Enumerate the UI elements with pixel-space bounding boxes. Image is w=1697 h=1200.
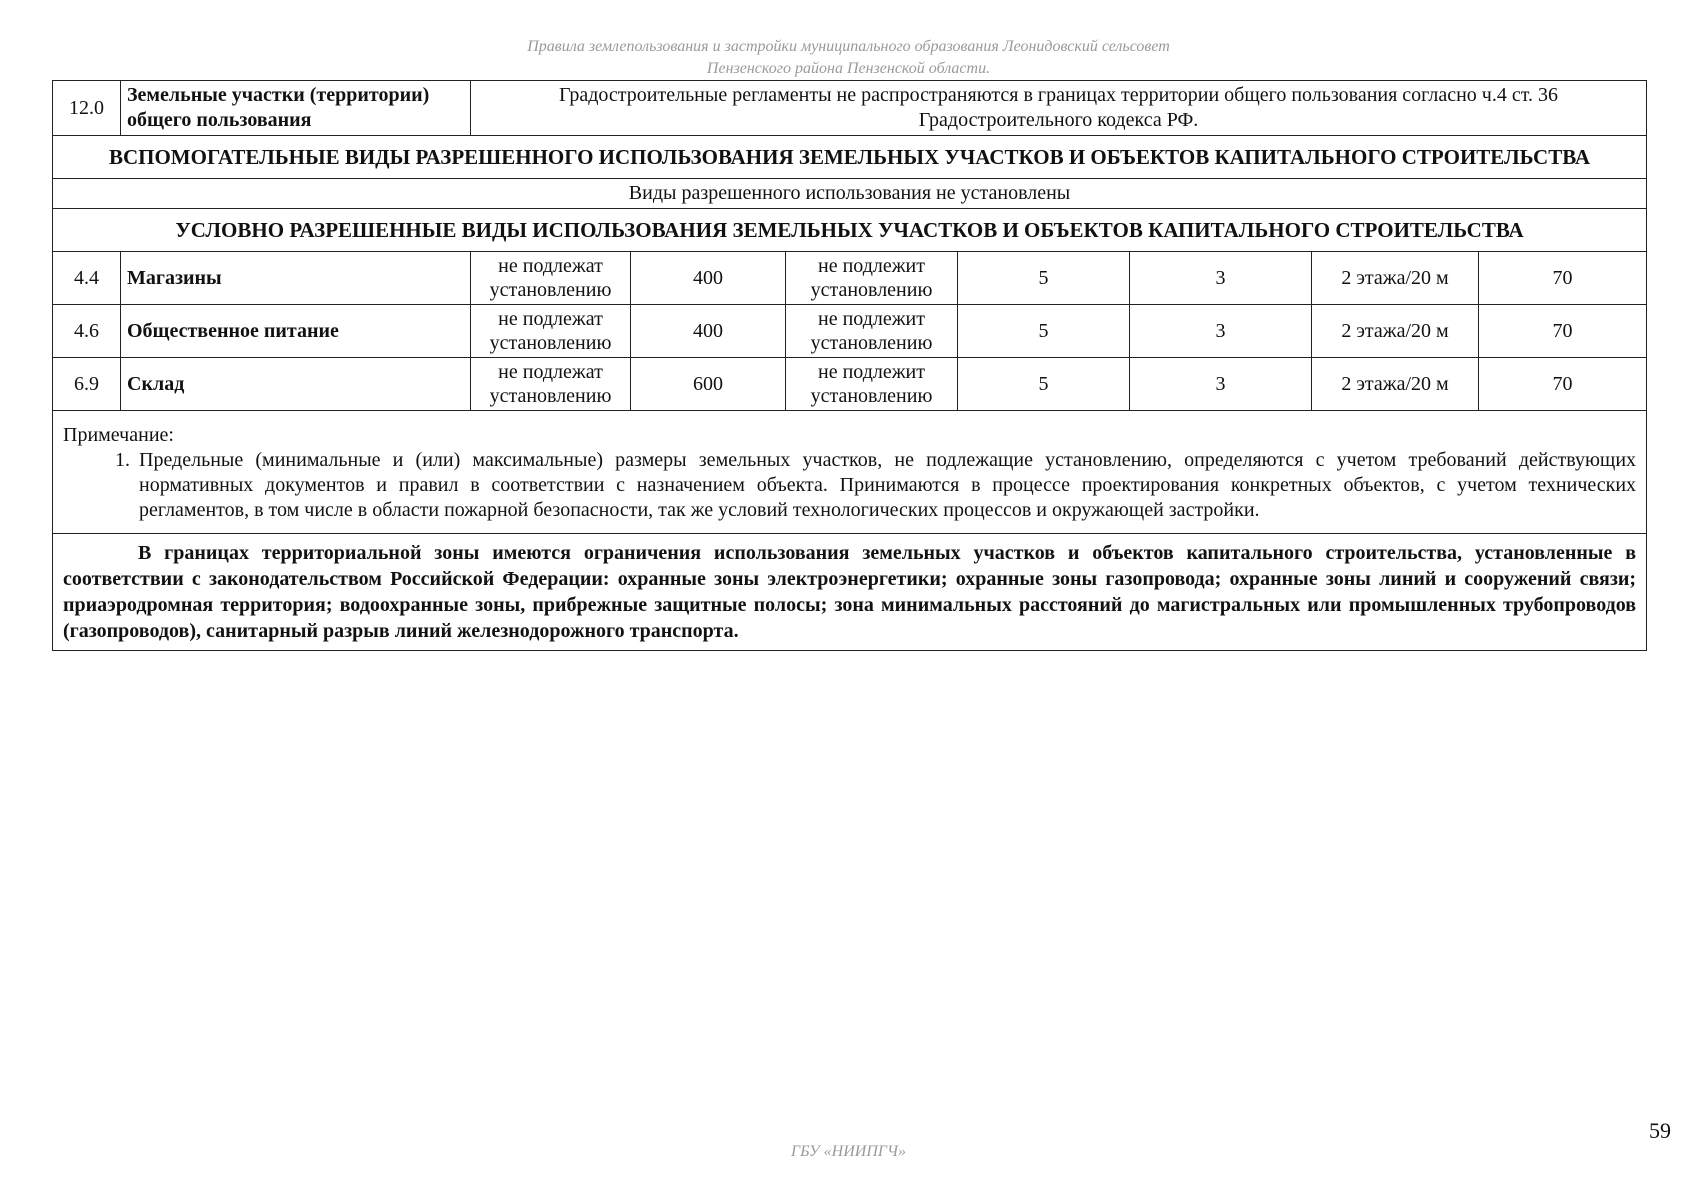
row-name: Склад <box>121 358 471 411</box>
header-line-2: Пензенского района Пензенской области. <box>706 60 991 77</box>
note-item: 1. Предельные (минимальные и (или) максимальные) размеры земельных участков, не подлежащие установлению, определяются с учетом требований действующих нормативных документов и правил в соответствии с назначением объекта. Принимаются в процессе проектирования конкретных объектов, с учетом технических регламентов, в том числе в области пожарной безопасности, так же условий технологических процессов и окружающей застройки. <box>135 448 1636 523</box>
cell-coverage: 70 <box>1479 305 1647 358</box>
row-name: Земельные участки (территории) общего пользования <box>121 81 471 136</box>
cell-max-size: 600 <box>631 358 786 411</box>
cell-indent: не подлежит установлению <box>786 252 958 305</box>
header-line-1: Правила землепользования и застройки муниципального образования Леонидовский сельсовет <box>527 38 1170 55</box>
section-auxiliary-title-row <box>53 136 1647 179</box>
row-name: Общественное питание <box>121 305 471 358</box>
cell-floors: 2 этажа/20 м <box>1312 358 1479 411</box>
section-text: Виды разрешенного использования не установлены <box>53 179 1647 209</box>
cell-max-size: 400 <box>631 305 786 358</box>
restrictions-text: В границах территориальной зоны имеются ограничения использования земельных участков и объектов капитального строительства, установленные в соответствии с законодательством Российской Федерации: охранные зоны электроэнергетики; охранные зоны газопровода; охранные зоны линий и сооружений связи; приаэродромная территория; водоохранные зоны, прибрежные защитные полосы; зона минимальных расстояний до магистральных или промышленных трубопроводов (газопроводов), санитарный разрыв линий железнодорожного транспорта. <box>53 534 1647 651</box>
cell-max-size: 400 <box>631 252 786 305</box>
note-list <box>63 448 1636 523</box>
cell-min-size: не подлежат установлению <box>471 305 631 358</box>
section-auxiliary-text-row <box>53 179 1647 209</box>
row-12-text: Градостроительные регламенты не распространяются в границах территории общего пользования согласно ч.4 ст. 36 Градостроительного кодекса РФ. <box>471 81 1647 136</box>
cell-floors: 2 этажа/20 м <box>1312 252 1479 305</box>
document-footer: ГБУ «НИИПГЧ» <box>790 1143 906 1160</box>
row-code: 4.4 <box>53 252 121 305</box>
row-code: 12.0 <box>53 81 121 136</box>
cell-value-5: 3 <box>1130 358 1312 411</box>
cell-value-4: 5 <box>958 252 1130 305</box>
table-row <box>53 252 1647 305</box>
cell-min-size: не подлежат установлению <box>471 252 631 305</box>
cell-value-4: 5 <box>958 358 1130 411</box>
cell-coverage: 70 <box>1479 358 1647 411</box>
table-row <box>53 358 1647 411</box>
cell-value-4: 5 <box>958 305 1130 358</box>
cell-floors: 2 этажа/20 м <box>1312 305 1479 358</box>
cell-indent: не подлежит установлению <box>786 305 958 358</box>
cell-value-5: 3 <box>1130 252 1312 305</box>
row-name: Магазины <box>121 252 471 305</box>
cell-coverage: 70 <box>1479 252 1647 305</box>
restrictions-row <box>53 534 1647 651</box>
cell-value-5: 3 <box>1130 305 1312 358</box>
table-row <box>53 305 1647 358</box>
note-row <box>53 411 1647 534</box>
regulations-table <box>52 80 1647 651</box>
cell-indent: не подлежит установлению <box>786 358 958 411</box>
page-number: 59 <box>1649 1118 1671 1143</box>
table-row-12 <box>53 81 1647 136</box>
cell-min-size: не подлежат установлению <box>471 358 631 411</box>
row-code: 6.9 <box>53 358 121 411</box>
section-title: ВСПОМОГАТЕЛЬНЫЕ ВИДЫ РАЗРЕШЕННОГО ИСПОЛЬЗОВАНИЯ ЗЕМЕЛЬНЫХ УЧАСТКОВ И ОБЪЕКТОВ КАПИТАЛЬНОГО СТРОИТЕЛЬСТВА <box>53 136 1647 179</box>
note-cell <box>53 411 1647 534</box>
note-label: Примечание: <box>63 424 174 446</box>
document-header <box>0 36 1697 80</box>
section-title: УСЛОВНО РАЗРЕШЕННЫЕ ВИДЫ ИСПОЛЬЗОВАНИЯ ЗЕМЕЛЬНЫХ УЧАСТКОВ И ОБЪЕКТОВ КАПИТАЛЬНОГО СТРОИТЕЛЬСТВА <box>53 209 1647 252</box>
section-conditional-title-row <box>53 209 1647 252</box>
row-code: 4.6 <box>53 305 121 358</box>
